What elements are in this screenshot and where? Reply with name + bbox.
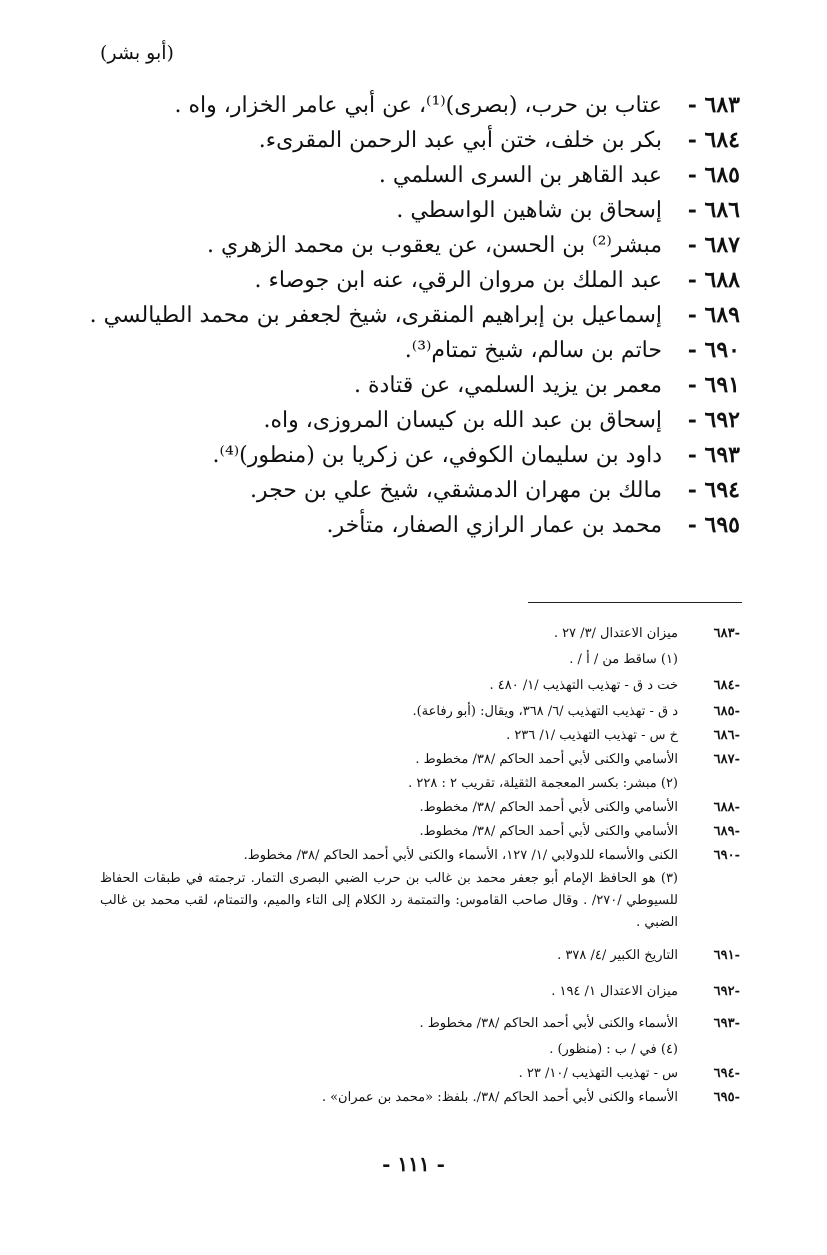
entry — [60, 438, 740, 472]
entry-text: محمد بن عمار الرازي الصفار، متأخر. — [326, 512, 662, 538]
entry-text: حاتم بن سالم، شيخ تمتام⁽³⁾. — [404, 337, 662, 363]
footnote-line — [100, 1086, 740, 1108]
footnote-text: س - تهذيب التهذيب /١٠/ ٢٣ . — [518, 1065, 678, 1081]
entry — [60, 158, 740, 192]
footnote-line — [100, 622, 740, 644]
entry-text: داود بن سليمان الكوفي، عن زكريا بن (منطور)⁽⁴⁾. — [212, 442, 662, 468]
entry — [60, 123, 740, 157]
footnote-line — [100, 674, 740, 696]
footnote-text: (١) ساقط من / أ / . — [569, 651, 678, 667]
entry — [60, 368, 740, 402]
entry-text: إسحاق بن عبد الله بن كيسان المروزى، واه. — [263, 407, 662, 433]
footnote-number: -٦٨٣ — [713, 625, 740, 641]
footnote-number: -٦٨٤ — [713, 677, 740, 693]
footnote-line — [100, 724, 740, 746]
entry-number: ٦٨٧ - — [687, 232, 740, 258]
footnote-text: الكنى والأسماء للدولابي /١/ ١٢٧، الأسماء والكنى لأبي أحمد الحاكم /٣٨/ مخطوط. — [243, 847, 678, 863]
entry-number: ٦٨٦ - — [687, 197, 740, 223]
footnote-line — [100, 1062, 740, 1084]
entry-text: عتاب بن حرب، (بصرى)⁽¹⁾، عن أبي عامر الخزار، واه . — [174, 92, 662, 118]
entry-number: ٦٨٣ - — [687, 92, 740, 118]
footnote-number: -٦٨٨ — [713, 799, 740, 815]
footnote-number: -٦٨٦ — [713, 727, 740, 743]
footnote-text: ميزان الاعتدال /٣/ ٢٧ . — [553, 625, 678, 641]
entry-number: ٦٨٤ - — [687, 127, 740, 153]
footnote-separator — [528, 602, 742, 603]
entry — [60, 403, 740, 437]
entry — [60, 88, 740, 122]
entry — [60, 228, 740, 262]
footnote-line — [100, 648, 740, 670]
entry-text: إسماعيل بن إبراهيم المنقرى، شيخ لجعفر بن محمد الطيالسي . — [89, 302, 662, 328]
footnote-number: -٦٨٧ — [713, 751, 740, 767]
footnote-number: -٦٩١ — [713, 947, 740, 963]
footnote-line — [100, 772, 740, 794]
entry-number: ٦٩١ - — [687, 372, 740, 398]
entry-number: ٦٩٢ - — [687, 407, 740, 433]
entry — [60, 298, 740, 332]
entry-text: بكر بن خلف، ختن أبي عبد الرحمن المقرىء. — [258, 127, 662, 153]
entry-text: إسحاق بن شاهين الواسطي . — [396, 197, 662, 223]
footnote-text: ميزان الاعتدال ١/ ١٩٤ . — [551, 983, 678, 999]
footnote-number: -٦٩٢ — [713, 983, 740, 999]
entry-number: ٦٩٤ - — [687, 477, 740, 503]
running-header: (أبو بشر) — [100, 42, 174, 64]
entry-text: عبد القاهر بن السرى السلمي . — [378, 162, 662, 188]
footnote-line — [100, 1038, 740, 1060]
footnote-text: خت د ق - تهذيب التهذيب /١/ ٤٨٠ . — [489, 677, 678, 693]
footnote-text: د ق - تهذيب التهذيب /٦/ ٣٦٨، ويقال: (أبو رفاعة). — [412, 703, 678, 719]
footnote-text: الأسامي والكنى لأبي أحمد الحاكم /٣٨/ مخطوط. — [419, 823, 678, 839]
entry-text: مالك بن مهران الدمشقي، شيخ علي بن حجر. — [249, 477, 662, 503]
entry-number: ٦٩٣ - — [687, 442, 740, 468]
footnote-text: الأسماء والكنى لأبي أحمد الحاكم /٣٨/ مخطوط . — [419, 1015, 678, 1031]
footnote-text: التاريخ الكبير /٤/ ٣٧٨ . — [557, 947, 678, 963]
footnote-line — [100, 700, 740, 722]
footnote-line — [100, 820, 740, 842]
footnote-line — [100, 844, 740, 866]
footnote-text: (٤) في / ب : (منظور) . — [549, 1041, 678, 1057]
entry-number: ٦٨٨ - — [687, 267, 740, 293]
footnote-text: (٢) مبشر: بكسر المعجمة الثقيلة، تقريب ٢ : ٢٢٨ . — [408, 775, 678, 791]
page-number: - ١١١ - — [382, 1152, 445, 1176]
entry — [60, 333, 740, 367]
footnote-text: خ س - تهذيب التهذيب /١/ ٢٣٦ . — [506, 727, 678, 743]
footnote-text: الأسامي والكنى لأبي أحمد الحاكم /٣٨/ مخطوط . — [415, 751, 678, 767]
entry-number: ٦٨٥ - — [687, 162, 740, 188]
footnote-number: -٦٩٤ — [713, 1065, 740, 1081]
footnote-line — [100, 944, 740, 966]
entry-number: ٦٩٥ - — [687, 512, 740, 538]
footnote-number: -٦٩٣ — [713, 1015, 740, 1031]
entry-text: عبد الملك بن مروان الرقي، عنه ابن جوصاء . — [254, 267, 662, 293]
entry — [60, 193, 740, 227]
entry-number: ٦٩٠ - — [687, 337, 740, 363]
footnote-number: -٦٨٩ — [713, 823, 740, 839]
footnote-line — [100, 796, 740, 818]
footnote-text: الأسامي والكنى لأبي أحمد الحاكم /٣٨/ مخطوط. — [419, 799, 678, 815]
footnote-number: -٦٩٥ — [713, 1089, 740, 1105]
footnote-text: الأسماء والكنى لأبي أحمد الحاكم /٣٨/. بلفظ: «محمد بن عمران» . — [321, 1089, 678, 1105]
footnote-line — [100, 980, 740, 1002]
entry — [60, 263, 740, 297]
footnote-paragraph: (٣) هو الحافظ الإمام أبو جعفر محمد بن غالب بن حرب الضبي البصرى التمار. ترجمته في طبقات الحفاظ للسيوطي /٢٧٠/ . وقال صاحب القاموس: والتمتمة رد الكلام إلى التاء والميم، والتمتام، لقب محمد بن غالب الضبي . — [100, 871, 678, 930]
entry-number: ٦٨٩ - — [687, 302, 740, 328]
footnote-line — [100, 1012, 740, 1034]
entry-text: معمر بن يزيد السلمي، عن قتادة . — [354, 372, 662, 398]
footnote-line — [100, 748, 740, 770]
entry — [60, 473, 740, 507]
footnote-number: -٦٩٠ — [713, 847, 740, 863]
entry — [60, 508, 740, 542]
entry-text: مبشر⁽²⁾ بن الحسن، عن يعقوب بن محمد الزهري . — [207, 232, 662, 258]
footnote-number: -٦٨٥ — [713, 703, 740, 719]
